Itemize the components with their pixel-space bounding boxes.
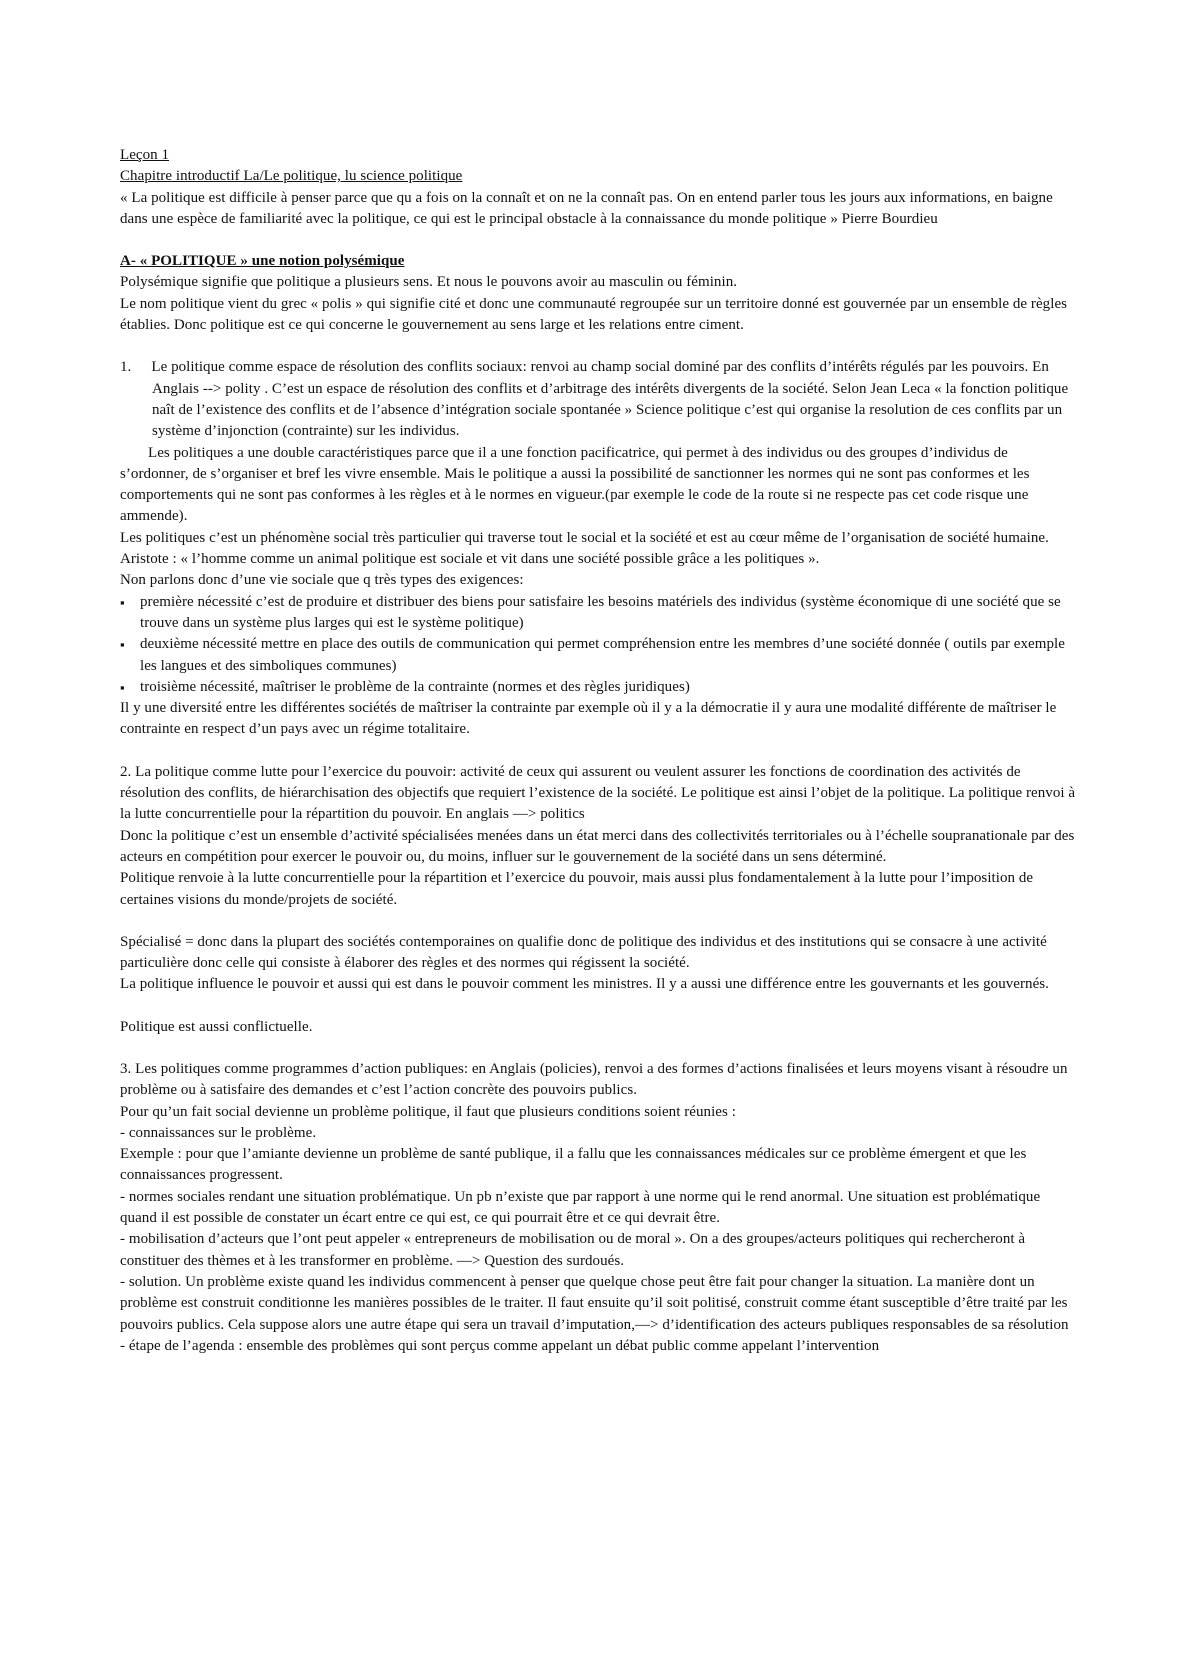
paragraph: Donc la politique c’est un ensemble d’activité spécialisées menées dans un état merci dans des collectivités territoriales ou à l’échelle soupranationale par des acteurs en compétition pour exercer le pouvoir ou, du moins, influer sur le gouvernement de la société dans un sens déterminé. bbox=[120, 827, 1075, 865]
section-a-paragraph: Le nom politique vient du grec « polis » qui signifie cité et donc une communauté regroupée sur un territoire donné est gouvernée par un ensemble de règles établies. Donc politique est ce qui concerne le gouvernement au sens large et les relations entre ciment. bbox=[120, 295, 1068, 334]
list-item: ▪ deuxième nécessité mettre en place des outils de communication qui permet compréhension entre les membres d’une société donnée ( outils par exemple les langues et des simboliques communes) bbox=[120, 634, 1080, 677]
paragraph: - connaissances sur le problème. bbox=[120, 1124, 317, 1141]
point-1-item bbox=[120, 357, 1080, 442]
point-1-number: 1. bbox=[120, 359, 132, 376]
paragraph: La politique influence le pouvoir et aussi qui est dans le pouvoir comment les ministres. Il y a aussi une différence entre les gouvernants et les gouvernés. bbox=[120, 976, 1049, 993]
paragraph: - mobilisation d’acteurs que l’ont peut appeler « entrepreneurs de mobilisation ou de moral ». On a des groupes/acteurs politiques qui rechercheront à constituer des thèmes et à les transformer en problème. —> Question des surdoués. bbox=[120, 1231, 1026, 1269]
paragraph: - solution. Un problème existe quand les individus commencent à penser que quelque chose peut être fait pour changer la situation. La manière dont un problème est construit conditionne les manières possibles de le traiter. Il faut ensuite qu’il soit politisé, construit comme étant susceptible d’être traité par les pouvoirs publics. Cela suppose alors une autre étape qui sera un travail d’imputation,—> d’identification des acteurs publiques responsables de sa résolution bbox=[120, 1273, 1069, 1333]
point-1-text: Le politique comme espace de résolution des conflits sociaux: renvoi au champ social dominé par des conflits d’intérêts régulés par les pouvoirs. En Anglais --> polity . C’est un espace de résolution des conflits et d’arbitrage des intérêts divergents de la société. Selon Jean Leca « la fonction politique naît de l’existence des conflits et de l’absence d’intégration sociale spontanée » Science politique c’est qui organise la resolution de ces conflits par un système d’injonction (contrainte) sur les individus. bbox=[151, 359, 1069, 440]
intro-quote: « La politique est difficile à penser parce que qu a fois on la connaît et on ne la connaît pas. On en entend parler tous les jours aux informations, en baigne dans une espèce de familiarité avec la politique, ce qui est le principal obstacle à la connaissance du monde politique » Pierre Bourdieu bbox=[120, 189, 1053, 227]
document-page bbox=[120, 145, 1080, 1357]
chapter-title: Chapitre introductif La/Le politique, lu science politique bbox=[120, 168, 463, 185]
paragraph: Il y une diversité entre les différentes sociétés de maîtriser la contrainte par exemple où il y a la démocratie il y aura une modalité différente de maîtriser le contrainte en respect d’un pays avec un régime totalitaire. bbox=[120, 700, 1057, 738]
necessities-list bbox=[120, 592, 1080, 698]
section-a-paragraph: Polysémique signifie que politique a plusieurs sens. Et nous le pouvons avoir au masculin ou féminin. bbox=[120, 274, 738, 291]
paragraph: Les politiques c’est un phénomène social très particulier qui traverse tout le social et la société et est au cœur même de l’organisation de société humaine. bbox=[120, 529, 1049, 546]
paragraph: Spécialisé = donc dans la plupart des sociétés contemporaines on qualifie donc de politique des individus et des institutions qui se consacre à une activité particulière donc celle qui consiste à élaborer des règles et des normes qui régissent la société. bbox=[120, 933, 1047, 972]
paragraph: Politique renvoie à la lutte concurrentielle pour la répartition et l’exercice du pouvoir, mais aussi plus fondamentalement à la lutte pour l’imposition de certaines visions du monde/projets de société. bbox=[120, 870, 1034, 908]
paragraph: Exemple : pour que l’amiante devienne un problème de santé publique, il a fallu que les connaissances médicales sur ce problème émergent et que les connaissances progressent. bbox=[120, 1146, 1027, 1184]
paragraph: Les politiques a une double caractéristiques parce que il a une fonction pacificatrice, qui permet à des individus ou des groupes d’individus de s’ordonner, de s’organiser et bref les vivre ensemble. Mais le politique a aussi la possibilité de sanctionner les normes qui ne sont pas conformes et les comportements qui ne sont pas conformes à les règles et à le normes en vigueur.(par exemple le code de la route si ne respecte pas cet code risque une ammende). bbox=[120, 444, 1030, 525]
paragraph: 2. La politique comme lutte pour l’exercice du pouvoir: activité de ceux qui assurent ou veulent assurer les fonctions de coordination des activités de résolution des conflits, de hiérarchisation des objectifs que requiert l’existence de la société. Le politique est ainsi l’objet de la politique. La politique renvoi à la lutte concurrentielle pour la répartition du pouvoir. En anglais —> politics bbox=[120, 763, 1076, 823]
paragraph: - étape de l’agenda : ensemble des problèmes qui sont perçus comme appelant un débat public comme appelant l’intervention bbox=[120, 1337, 880, 1354]
list-item: ▪ première nécessité c’est de produire et distribuer des biens pour satisfaire les besoins matériels des individus (système économique di une société que se trouve dans un système plus larges qui est le système politique) bbox=[120, 592, 1080, 635]
list-item: ▪ troisième nécessité, maîtriser le problème de la contrainte (normes et des règles juridiques) bbox=[120, 677, 1080, 698]
section-a-title: A- « POLITIQUE » une notion polysémique bbox=[120, 253, 405, 270]
paragraph: - normes sociales rendant une situation problématique. Un pb n’existe que par rapport à une norme qui le rend anormal. Une situation est problématique quand il est possible de constater un écart entre ce qui est, ce qui pourrait être et ce qui devrait être. bbox=[120, 1188, 1041, 1227]
paragraph: Pour qu’un fait social devienne un problème politique, il faut que plusieurs conditions soient réunies : bbox=[120, 1103, 736, 1120]
paragraph: 3. Les politiques comme programmes d’action publiques: en Anglais (policies), renvoi a des formes d’actions finalisées et leurs moyens visant à résoudre un problème ou à satisfaire des demandes et c’est l’action concrète des pouvoirs publics. bbox=[120, 1060, 1068, 1099]
paragraph: Politique est aussi conflictuelle. bbox=[120, 1018, 313, 1035]
paragraph: Non parlons donc d’une vie sociale que q très types des exigences: bbox=[120, 572, 524, 589]
paragraph: Aristote : « l’homme comme un animal politique est sociale et vit dans une société possible grâce a les politiques ». bbox=[120, 551, 820, 568]
lesson-title: Leçon 1 bbox=[120, 147, 170, 163]
